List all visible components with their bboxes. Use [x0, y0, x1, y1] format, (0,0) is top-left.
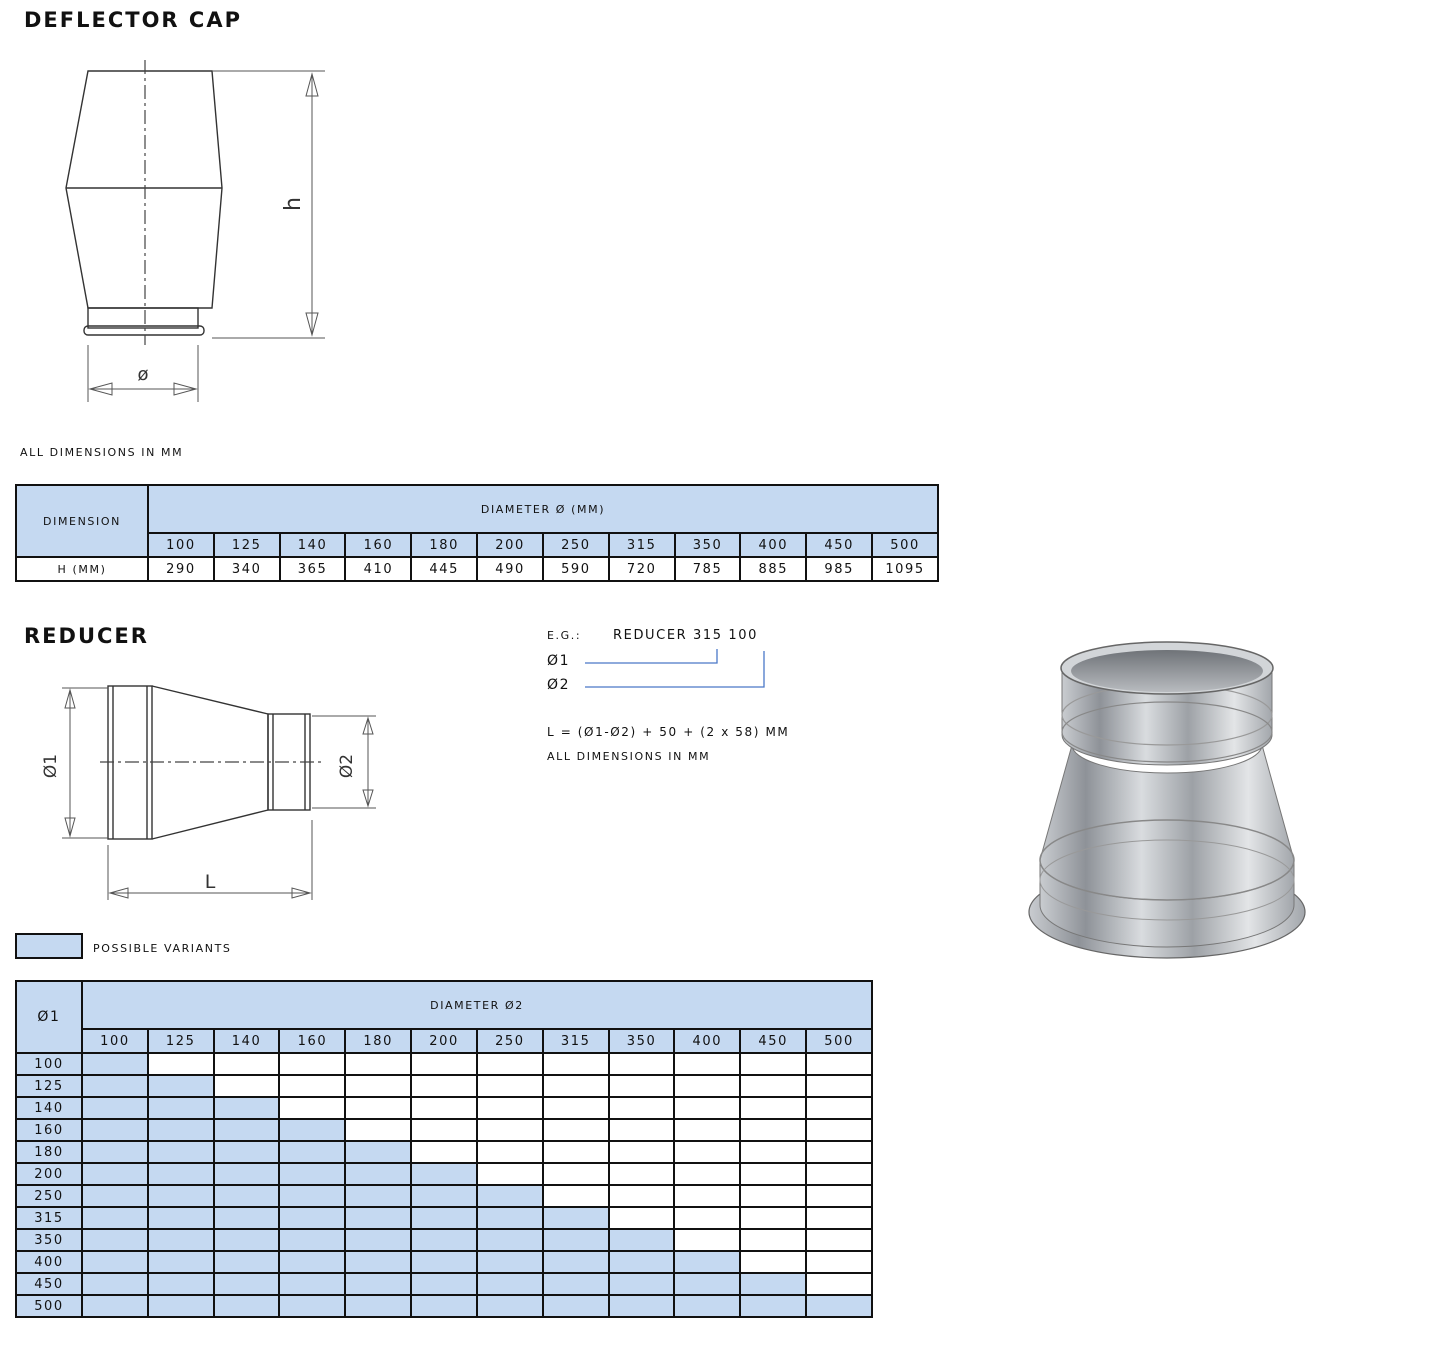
variant-possible-cell	[740, 1295, 806, 1317]
variant-empty-cell	[477, 1163, 543, 1185]
reducer-product-photo	[1025, 640, 1315, 970]
variant-empty-cell	[740, 1097, 806, 1119]
reducer-d2-header-cell: 250	[477, 1029, 543, 1053]
variant-possible-cell	[477, 1273, 543, 1295]
variant-possible-cell	[82, 1207, 148, 1229]
deflector-diameter-cell: 450	[806, 533, 872, 557]
variant-empty-cell	[543, 1163, 609, 1185]
variant-possible-cell	[411, 1185, 477, 1207]
variant-possible-cell	[214, 1207, 280, 1229]
variant-possible-cell	[214, 1119, 280, 1141]
deflector-diameter-cell: 200	[477, 533, 543, 557]
reducer-d1-label-cell: 100	[16, 1053, 82, 1075]
variant-possible-cell	[279, 1273, 345, 1295]
variant-possible-cell	[345, 1251, 411, 1273]
variant-possible-cell	[674, 1251, 740, 1273]
variant-possible-cell	[82, 1053, 148, 1075]
legend-swatch	[15, 933, 83, 959]
variant-possible-cell	[148, 1273, 214, 1295]
variant-empty-cell	[279, 1075, 345, 1097]
reducer-d1-label-cell: 315	[16, 1207, 82, 1229]
variant-possible-cell	[609, 1273, 675, 1295]
variant-empty-cell	[806, 1097, 872, 1119]
variant-empty-cell	[806, 1163, 872, 1185]
variant-possible-cell	[214, 1295, 280, 1317]
variant-possible-cell	[214, 1163, 280, 1185]
variant-empty-cell	[806, 1141, 872, 1163]
variant-empty-cell	[609, 1097, 675, 1119]
variant-possible-cell	[82, 1185, 148, 1207]
deflector-height-cell: 365	[280, 557, 346, 581]
variant-empty-cell	[345, 1097, 411, 1119]
deflector-height-cell: 785	[675, 557, 741, 581]
variant-empty-cell	[740, 1075, 806, 1097]
reducer-d2-header-cell: 125	[148, 1029, 214, 1053]
variant-possible-cell	[411, 1295, 477, 1317]
variant-empty-cell	[806, 1207, 872, 1229]
reducer-col-header: DIAMETER Ø2	[82, 981, 872, 1029]
deflector-height-cell: 290	[148, 557, 214, 581]
variant-possible-cell	[477, 1185, 543, 1207]
variant-possible-cell	[82, 1229, 148, 1251]
variant-empty-cell	[411, 1075, 477, 1097]
variant-possible-cell	[477, 1251, 543, 1273]
variant-empty-cell	[543, 1075, 609, 1097]
variant-possible-cell	[148, 1075, 214, 1097]
deflector-row-header: DIMENSION	[16, 485, 148, 557]
deflector-diameter-cell: 350	[675, 533, 741, 557]
variant-empty-cell	[543, 1097, 609, 1119]
variant-empty-cell	[477, 1097, 543, 1119]
variant-possible-cell	[609, 1295, 675, 1317]
variant-possible-cell	[543, 1273, 609, 1295]
variant-possible-cell	[345, 1295, 411, 1317]
deflector-height-cell: 410	[345, 557, 411, 581]
deflector-table	[15, 484, 939, 582]
example-formula: L = (Ø1-Ø2) + 50 + (2 x 58) MM	[547, 725, 790, 739]
variant-possible-cell	[82, 1251, 148, 1273]
variant-possible-cell	[279, 1185, 345, 1207]
variant-possible-cell	[82, 1163, 148, 1185]
reducer-d2-header-cell: 450	[740, 1029, 806, 1053]
variant-empty-cell	[806, 1273, 872, 1295]
variant-empty-cell	[674, 1097, 740, 1119]
example-note: ALL DIMENSIONS IN MM	[547, 750, 711, 763]
reducer-table-row	[16, 1097, 872, 1119]
variant-possible-cell	[148, 1097, 214, 1119]
variant-possible-cell	[609, 1251, 675, 1273]
variant-possible-cell	[214, 1185, 280, 1207]
variant-possible-cell	[477, 1295, 543, 1317]
deflector-height-cell: 885	[740, 557, 806, 581]
reducer-d2-header-cell: 140	[214, 1029, 280, 1053]
reducer-table-row	[16, 1141, 872, 1163]
example-code: REDUCER 315 100	[613, 628, 758, 643]
variant-empty-cell	[477, 1053, 543, 1075]
variant-empty-cell	[740, 1141, 806, 1163]
variant-empty-cell	[609, 1207, 675, 1229]
deflector-height-cell: 490	[477, 557, 543, 581]
variant-empty-cell	[477, 1119, 543, 1141]
variant-empty-cell	[674, 1229, 740, 1251]
reducer-d1-label-cell: 500	[16, 1295, 82, 1317]
variant-possible-cell	[148, 1207, 214, 1229]
variant-possible-cell	[740, 1273, 806, 1295]
example-eg-label: E.G.:	[547, 629, 582, 642]
variant-possible-cell	[214, 1097, 280, 1119]
variant-empty-cell	[740, 1229, 806, 1251]
reducer-table-row	[16, 1119, 872, 1141]
variant-possible-cell	[279, 1251, 345, 1273]
reducer-d1-label-cell: 140	[16, 1097, 82, 1119]
reducer-d2-header-cell: 100	[82, 1029, 148, 1053]
variant-empty-cell	[806, 1119, 872, 1141]
variant-empty-cell	[609, 1075, 675, 1097]
reducer-d2-header-cell: 180	[345, 1029, 411, 1053]
reducer-table-row	[16, 1273, 872, 1295]
variant-empty-cell	[674, 1163, 740, 1185]
variant-empty-cell	[543, 1053, 609, 1075]
deflector-dim-h: h	[281, 197, 306, 211]
variant-possible-cell	[148, 1295, 214, 1317]
deflector-row-label: H (MM)	[16, 557, 148, 581]
reducer-table-row	[16, 1053, 872, 1075]
variant-possible-cell	[82, 1075, 148, 1097]
variant-empty-cell	[609, 1119, 675, 1141]
reducer-table-row	[16, 1163, 872, 1185]
deflector-dim-diameter: ø	[137, 364, 149, 385]
variant-possible-cell	[148, 1119, 214, 1141]
variant-possible-cell	[148, 1185, 214, 1207]
variant-possible-cell	[345, 1273, 411, 1295]
reducer-table-row	[16, 1229, 872, 1251]
variant-empty-cell	[740, 1207, 806, 1229]
deflector-diameter-cell: 400	[740, 533, 806, 557]
variant-empty-cell	[740, 1119, 806, 1141]
deflector-diameter-cell: 140	[280, 533, 346, 557]
deflector-col-header: DIAMETER Ø (MM)	[148, 485, 938, 533]
reducer-d2-header-cell: 315	[543, 1029, 609, 1053]
deflector-height-cell: 720	[609, 557, 675, 581]
reducer-d1-label-cell: 250	[16, 1185, 82, 1207]
variant-possible-cell	[82, 1141, 148, 1163]
variant-possible-cell	[806, 1295, 872, 1317]
variant-empty-cell	[740, 1251, 806, 1273]
reducer-d2-header-cell: 400	[674, 1029, 740, 1053]
variant-possible-cell	[411, 1251, 477, 1273]
variant-empty-cell	[740, 1163, 806, 1185]
reducer-d1-label-cell: 180	[16, 1141, 82, 1163]
variant-possible-cell	[477, 1207, 543, 1229]
deflector-title: DEFLECTOR CAP	[24, 8, 242, 32]
variant-possible-cell	[214, 1141, 280, 1163]
reducer-table-row	[16, 1075, 872, 1097]
variant-possible-cell	[82, 1119, 148, 1141]
deflector-note: ALL DIMENSIONS IN MM	[20, 446, 184, 459]
variant-empty-cell	[609, 1185, 675, 1207]
variant-possible-cell	[279, 1163, 345, 1185]
variant-empty-cell	[674, 1207, 740, 1229]
variant-empty-cell	[740, 1053, 806, 1075]
deflector-diameter-cell: 125	[214, 533, 280, 557]
variant-empty-cell	[543, 1119, 609, 1141]
variant-empty-cell	[609, 1053, 675, 1075]
variant-possible-cell	[543, 1229, 609, 1251]
deflector-height-cell: 590	[543, 557, 609, 581]
variant-empty-cell	[609, 1141, 675, 1163]
variant-possible-cell	[214, 1251, 280, 1273]
variant-empty-cell	[411, 1141, 477, 1163]
variant-possible-cell	[279, 1295, 345, 1317]
variant-possible-cell	[279, 1229, 345, 1251]
deflector-height-cell: 445	[411, 557, 477, 581]
variant-possible-cell	[345, 1185, 411, 1207]
reducer-d1-label-cell: 350	[16, 1229, 82, 1251]
variant-empty-cell	[674, 1053, 740, 1075]
reducer-d2-header-cell: 350	[609, 1029, 675, 1053]
variant-possible-cell	[411, 1207, 477, 1229]
variant-possible-cell	[477, 1229, 543, 1251]
variant-empty-cell	[674, 1185, 740, 1207]
variant-empty-cell	[345, 1075, 411, 1097]
reducer-d2-header-cell: 500	[806, 1029, 872, 1053]
variant-possible-cell	[82, 1097, 148, 1119]
example-d2-label: Ø2	[547, 677, 571, 693]
variant-possible-cell	[279, 1207, 345, 1229]
variant-possible-cell	[674, 1295, 740, 1317]
reducer-d1-label-cell: 450	[16, 1273, 82, 1295]
reducer-d1-label-cell: 160	[16, 1119, 82, 1141]
variant-empty-cell	[411, 1119, 477, 1141]
reducer-dim-l: L	[204, 871, 216, 893]
example-link-lines	[580, 645, 770, 693]
variant-possible-cell	[543, 1251, 609, 1273]
variant-possible-cell	[82, 1273, 148, 1295]
variant-possible-cell	[411, 1229, 477, 1251]
variant-empty-cell	[806, 1053, 872, 1075]
deflector-diameter-cell: 250	[543, 533, 609, 557]
variant-empty-cell	[806, 1185, 872, 1207]
deflector-diameter-cell: 180	[411, 533, 477, 557]
deflector-height-cell: 340	[214, 557, 280, 581]
variant-possible-cell	[214, 1273, 280, 1295]
variant-possible-cell	[345, 1229, 411, 1251]
legend-label: POSSIBLE VARIANTS	[93, 942, 232, 955]
reducer-title: REDUCER	[24, 624, 149, 648]
variant-empty-cell	[411, 1097, 477, 1119]
variant-empty-cell	[345, 1119, 411, 1141]
variant-possible-cell	[674, 1273, 740, 1295]
reducer-table-row	[16, 1295, 872, 1317]
reducer-table-row	[16, 1185, 872, 1207]
variant-empty-cell	[740, 1185, 806, 1207]
deflector-height-cell: 1095	[872, 557, 938, 581]
reducer-dim-d2: Ø2	[337, 753, 357, 779]
reducer-table-row	[16, 1207, 872, 1229]
deflector-height-cell: 985	[806, 557, 872, 581]
reducer-table-row	[16, 1251, 872, 1273]
reducer-dim-d1: Ø1	[41, 753, 61, 779]
reducer-d1-label-cell: 400	[16, 1251, 82, 1273]
variant-possible-cell	[411, 1273, 477, 1295]
variant-empty-cell	[609, 1163, 675, 1185]
deflector-cap-drawing	[55, 55, 345, 415]
variant-empty-cell	[543, 1185, 609, 1207]
deflector-diameter-cell: 500	[872, 533, 938, 557]
variant-possible-cell	[148, 1251, 214, 1273]
variant-empty-cell	[543, 1141, 609, 1163]
variant-empty-cell	[674, 1119, 740, 1141]
reducer-d2-header-cell: 200	[411, 1029, 477, 1053]
reducer-drawing	[41, 675, 390, 905]
variant-empty-cell	[411, 1053, 477, 1075]
reducer-d1-label-cell: 125	[16, 1075, 82, 1097]
variant-possible-cell	[279, 1119, 345, 1141]
variant-possible-cell	[609, 1229, 675, 1251]
variant-empty-cell	[806, 1251, 872, 1273]
variant-empty-cell	[477, 1141, 543, 1163]
variant-possible-cell	[82, 1295, 148, 1317]
reducer-d1-label-cell: 200	[16, 1163, 82, 1185]
variant-empty-cell	[806, 1229, 872, 1251]
variant-possible-cell	[148, 1163, 214, 1185]
variant-empty-cell	[477, 1075, 543, 1097]
reducer-table	[15, 980, 873, 1318]
variant-possible-cell	[345, 1207, 411, 1229]
variant-empty-cell	[674, 1075, 740, 1097]
example-d1-label: Ø1	[547, 653, 571, 669]
variant-possible-cell	[148, 1141, 214, 1163]
variant-possible-cell	[543, 1207, 609, 1229]
reducer-corner-header: Ø1	[16, 981, 82, 1053]
variant-possible-cell	[345, 1163, 411, 1185]
variant-empty-cell	[148, 1053, 214, 1075]
variant-possible-cell	[345, 1141, 411, 1163]
variant-possible-cell	[279, 1141, 345, 1163]
variant-possible-cell	[148, 1229, 214, 1251]
variant-possible-cell	[411, 1163, 477, 1185]
variant-empty-cell	[674, 1141, 740, 1163]
variant-empty-cell	[806, 1075, 872, 1097]
variant-possible-cell	[543, 1295, 609, 1317]
deflector-diameter-cell: 315	[609, 533, 675, 557]
variant-possible-cell	[214, 1229, 280, 1251]
deflector-diameter-cell: 160	[345, 533, 411, 557]
variant-empty-cell	[345, 1053, 411, 1075]
deflector-diameter-cell: 100	[148, 533, 214, 557]
variant-empty-cell	[279, 1053, 345, 1075]
variant-empty-cell	[214, 1053, 280, 1075]
reducer-d2-header-cell: 160	[279, 1029, 345, 1053]
variant-empty-cell	[214, 1075, 280, 1097]
variant-empty-cell	[279, 1097, 345, 1119]
